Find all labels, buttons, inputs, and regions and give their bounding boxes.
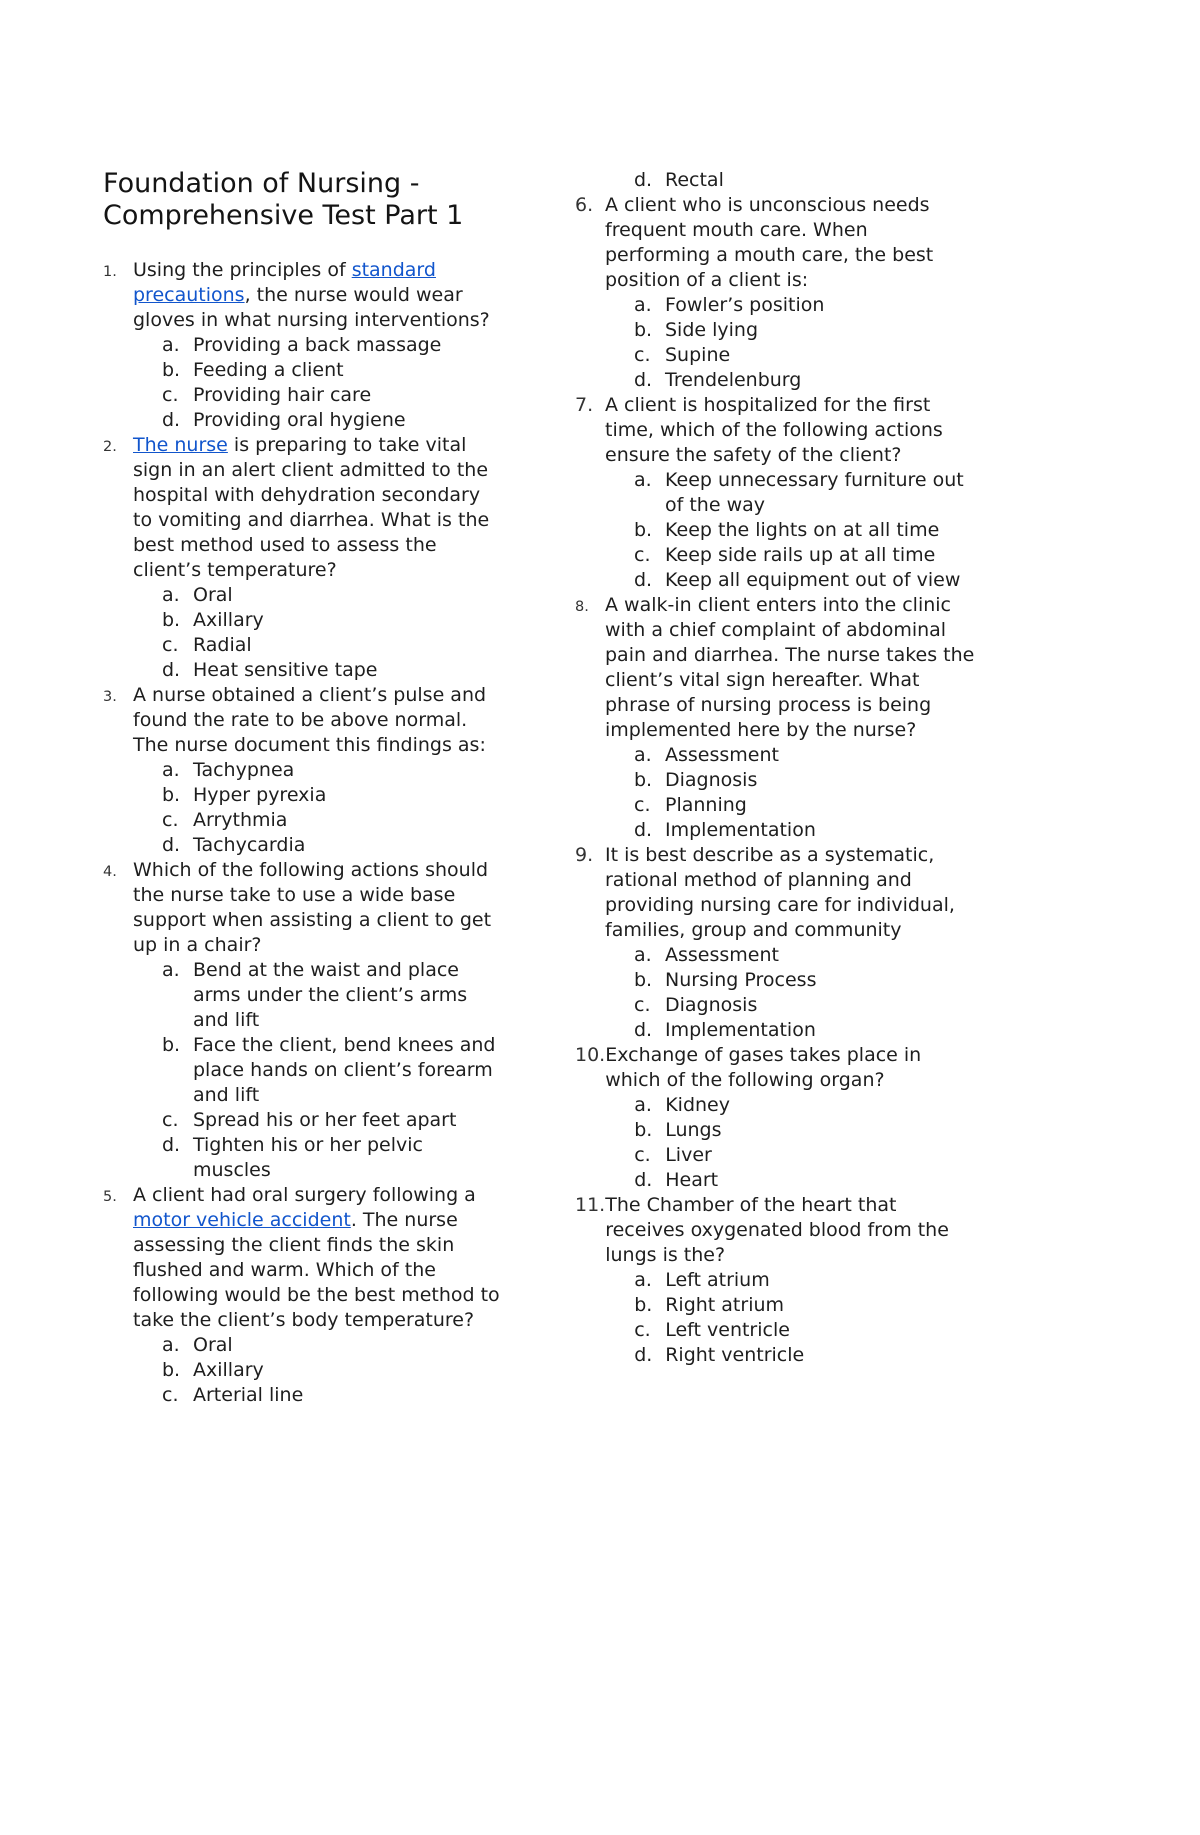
answer-option: [162, 333, 505, 358]
option-text: Spread his or her feet apart: [193, 1108, 457, 1131]
option-letter: a.: [162, 583, 180, 606]
option-text: Diagnosis: [665, 994, 758, 1016]
option-text: Kidney: [665, 1094, 730, 1116]
option-text: Keep the lights on at all time: [665, 519, 940, 541]
option-letter: c.: [634, 994, 651, 1016]
option-letter: a.: [162, 333, 180, 356]
option-text: Liver: [665, 1144, 712, 1166]
question-text: Using the principles of standard precautions, the nurse would wear gloves in what nursing interventions?: [133, 258, 490, 331]
question-item: [575, 1043, 977, 1193]
question-item: [103, 433, 505, 683]
answer-option: [162, 1033, 505, 1108]
question-content: [605, 1193, 977, 1368]
answer-option: [162, 633, 505, 658]
option-letter: d.: [162, 408, 181, 431]
question-text: A walk-in client enters into the clinic with a chief complaint of abdominal pain and diarrhea. The nurse takes the client’s vital sign hereafter. What phrase of nursing process is being implemented here by the nurse?: [605, 594, 975, 741]
answer-option: [162, 608, 505, 633]
option-text: Oral: [193, 1333, 233, 1356]
option-text: Fowler’s position: [665, 294, 825, 316]
question-item: [103, 1183, 505, 1408]
answer-option: [162, 408, 505, 433]
option-letter: a.: [634, 744, 652, 766]
question-item: [575, 1193, 977, 1368]
option-letter: c.: [162, 808, 179, 831]
answer-option: [634, 993, 977, 1018]
question-number: 3.: [103, 688, 117, 705]
option-text: Arrythmia: [193, 808, 288, 831]
answer-option: [162, 758, 505, 783]
question-number: 1.: [103, 263, 117, 280]
option-text: Face the client, bend knees and place hands on client’s forearm and lift: [193, 1033, 496, 1106]
answer-option: [634, 518, 977, 543]
question-item: [575, 843, 977, 1043]
question-item: [103, 258, 505, 433]
answer-option: [162, 358, 505, 383]
question-number: 6.: [575, 194, 594, 216]
question-item: [575, 593, 977, 843]
option-text: Implementation: [665, 819, 816, 841]
answer-option: [634, 1343, 977, 1368]
question-number: 2.: [103, 438, 117, 455]
option-letter: b.: [162, 783, 181, 806]
question-text: The Chamber of the heart that receives oxygenated blood from the lungs is the?: [605, 1194, 949, 1266]
option-text: Keep side rails up at all time: [665, 544, 936, 566]
question-number: 11.: [575, 1194, 606, 1216]
option-text: Side lying: [665, 319, 759, 341]
answer-option: [162, 808, 505, 833]
option-text: Radial: [193, 633, 252, 656]
answer-option: [634, 768, 977, 793]
option-text: Oral: [193, 583, 233, 606]
option-letter: d.: [634, 819, 653, 841]
answer-option: [634, 1318, 977, 1343]
answer-option: [634, 818, 977, 843]
answer-option: [162, 583, 505, 608]
left-column-questions: [103, 258, 505, 1408]
question-content: [133, 433, 505, 683]
answer-option: [634, 468, 977, 518]
option-text: Rectal: [665, 169, 724, 191]
answer-option: [162, 1358, 505, 1383]
option-text: Implementation: [665, 1019, 816, 1041]
question-number: 10.: [575, 1044, 606, 1066]
answer-option: [162, 1133, 505, 1183]
option-text: Providing hair care: [193, 383, 372, 406]
option-text: Providing oral hygiene: [193, 408, 406, 431]
option-letter: b.: [634, 1119, 653, 1141]
answer-option: [634, 543, 977, 568]
question-text: A client had oral surgery following a motor vehicle accident. The nurse assessing the client finds the skin flushed and warm. Which of the following would be the best method to take the client’s body temperature?: [133, 1183, 500, 1331]
option-letter: a.: [162, 1333, 180, 1356]
question-text: Which of the following actions should the nurse take to use a wide base support when assisting a client to get up in a chair?: [133, 858, 492, 956]
option-letter: b.: [162, 608, 181, 631]
question-number: 7.: [575, 394, 594, 416]
question-content: [605, 593, 977, 843]
option-letter: d.: [162, 1133, 181, 1156]
question-text: A client who is unconscious needs frequent mouth care. When performing a mouth care, the best position of a client is:: [605, 194, 934, 291]
question-number: 4.: [103, 863, 117, 880]
answer-option: [162, 783, 505, 808]
option-text: Keep unnecessary furniture out of the way: [665, 469, 964, 516]
answer-option: [634, 168, 977, 193]
option-text: Bend at the waist and place arms under the client’s arms and lift: [193, 958, 468, 1031]
option-text: Tachycardia: [193, 833, 306, 856]
question-text: It is best describe as a systematic, rational method of planning and providing nursing care for individual, families, group and community: [605, 844, 955, 941]
option-letter: b.: [634, 969, 653, 991]
answer-option: [634, 368, 977, 393]
left-column: [103, 168, 505, 1408]
option-text: Right atrium: [665, 1294, 785, 1316]
answer-option: [162, 383, 505, 408]
option-letter: d.: [162, 658, 181, 681]
option-letter: a.: [634, 1269, 652, 1291]
option-letter: a.: [162, 958, 180, 981]
option-letter: c.: [634, 794, 651, 816]
question-content: [605, 168, 977, 193]
answer-option: [162, 833, 505, 858]
question-text: A nurse obtained a client’s pulse and found the rate to be above normal. The nurse document this findings as:: [133, 683, 487, 756]
question-content: [605, 843, 977, 1043]
option-letter: b.: [634, 319, 653, 341]
option-text: Right ventricle: [665, 1344, 805, 1366]
option-text: Tighten his or her pelvic muscles: [193, 1133, 423, 1181]
answer-option: [634, 1118, 977, 1143]
option-text: Arterial line: [193, 1383, 304, 1406]
option-letter: b.: [634, 769, 653, 791]
option-letter: d.: [634, 569, 653, 591]
options-continuation: [575, 168, 977, 193]
answer-option: [634, 318, 977, 343]
option-text: Providing a back massage: [193, 333, 442, 356]
option-text: Nursing Process: [665, 969, 817, 991]
option-letter: d.: [634, 1169, 653, 1191]
option-text: Planning: [665, 794, 747, 816]
option-text: Heat sensitive tape: [193, 658, 378, 681]
option-text: Hyper pyrexia: [193, 783, 327, 806]
question-number: 8.: [575, 599, 589, 615]
option-text: Trendelenburg: [665, 369, 802, 391]
answer-option: [634, 943, 977, 968]
answer-option: [634, 1168, 977, 1193]
option-text: Left atrium: [665, 1269, 770, 1291]
question-item: [575, 193, 977, 393]
option-letter: c.: [634, 544, 651, 566]
answer-option: [634, 1093, 977, 1118]
answer-option: [162, 958, 505, 1033]
answer-option: [634, 293, 977, 318]
inline-link[interactable]: motor vehicle accident: [133, 1208, 351, 1231]
answer-option: [162, 658, 505, 683]
question-content: [605, 193, 977, 393]
option-text: Supine: [665, 344, 731, 366]
answer-option: [634, 343, 977, 368]
option-text: Assessment: [665, 944, 779, 966]
inline-link[interactable]: The nurse: [133, 433, 228, 456]
question-content: [133, 258, 505, 433]
option-letter: d.: [162, 833, 181, 856]
answer-option: [634, 968, 977, 993]
option-text: Lungs: [665, 1119, 722, 1141]
right-column-questions: [575, 168, 977, 1368]
answer-option: [162, 1333, 505, 1358]
option-letter: d.: [634, 1019, 653, 1041]
question-content: [605, 393, 977, 593]
answer-option: [634, 1018, 977, 1043]
question-content: [605, 1043, 977, 1193]
question-item: [575, 393, 977, 593]
option-text: Heart: [665, 1169, 719, 1191]
question-item: [103, 683, 505, 858]
option-letter: d.: [634, 369, 653, 391]
answer-option: [634, 568, 977, 593]
option-letter: c.: [634, 1144, 651, 1166]
option-text: Assessment: [665, 744, 779, 766]
option-letter: c.: [162, 1108, 179, 1131]
option-letter: a.: [634, 944, 652, 966]
question-content: [133, 858, 505, 1183]
option-text: Diagnosis: [665, 769, 758, 791]
option-letter: b.: [162, 358, 181, 381]
option-letter: a.: [634, 294, 652, 316]
document-title: Foundation of Nursing - Comprehensive Test Part 1: [103, 168, 464, 232]
question-content: [133, 1183, 505, 1408]
answer-option: [634, 1143, 977, 1168]
option-letter: d.: [634, 169, 653, 191]
option-text: Feeding a client: [193, 358, 344, 381]
question-text: The nurse is preparing to take vital sign in an alert client admitted to the hospital with dehydration secondary to vomiting and diarrhea. What is the best method used to assess the client’s temperature?: [133, 433, 490, 581]
option-text: Tachypnea: [193, 758, 295, 781]
answer-option: [634, 1268, 977, 1293]
option-text: Axillary: [193, 1358, 264, 1381]
answer-option: [162, 1383, 505, 1408]
answer-option: [634, 793, 977, 818]
option-text: Left ventricle: [665, 1319, 790, 1341]
option-letter: c.: [162, 1383, 179, 1406]
option-letter: b.: [634, 519, 653, 541]
answer-option: [162, 1108, 505, 1133]
option-letter: c.: [634, 344, 651, 366]
option-letter: c.: [162, 633, 179, 656]
option-text: Keep all equipment out of view: [665, 569, 961, 591]
question-content: [133, 683, 505, 858]
question-item: [103, 858, 505, 1183]
question-number: 5.: [103, 1188, 117, 1205]
option-letter: c.: [634, 1319, 651, 1341]
option-letter: d.: [634, 1344, 653, 1366]
answer-option: [634, 743, 977, 768]
answer-option: [634, 1293, 977, 1318]
option-letter: b.: [162, 1033, 181, 1056]
option-letter: a.: [634, 469, 652, 491]
inline-link[interactable]: standard precautions: [133, 258, 436, 306]
option-letter: c.: [162, 383, 179, 406]
question-text: Exchange of gases takes place in which of the following organ?: [605, 1044, 922, 1091]
question-number: 9.: [575, 844, 594, 866]
option-letter: b.: [162, 1358, 181, 1381]
option-letter: a.: [634, 1094, 652, 1116]
option-text: Axillary: [193, 608, 264, 631]
option-letter: b.: [634, 1294, 653, 1316]
question-text: A client is hospitalized for the first time, which of the following actions ensure the safety of the client?: [605, 394, 943, 466]
option-letter: a.: [162, 758, 180, 781]
right-column: [575, 168, 977, 1368]
